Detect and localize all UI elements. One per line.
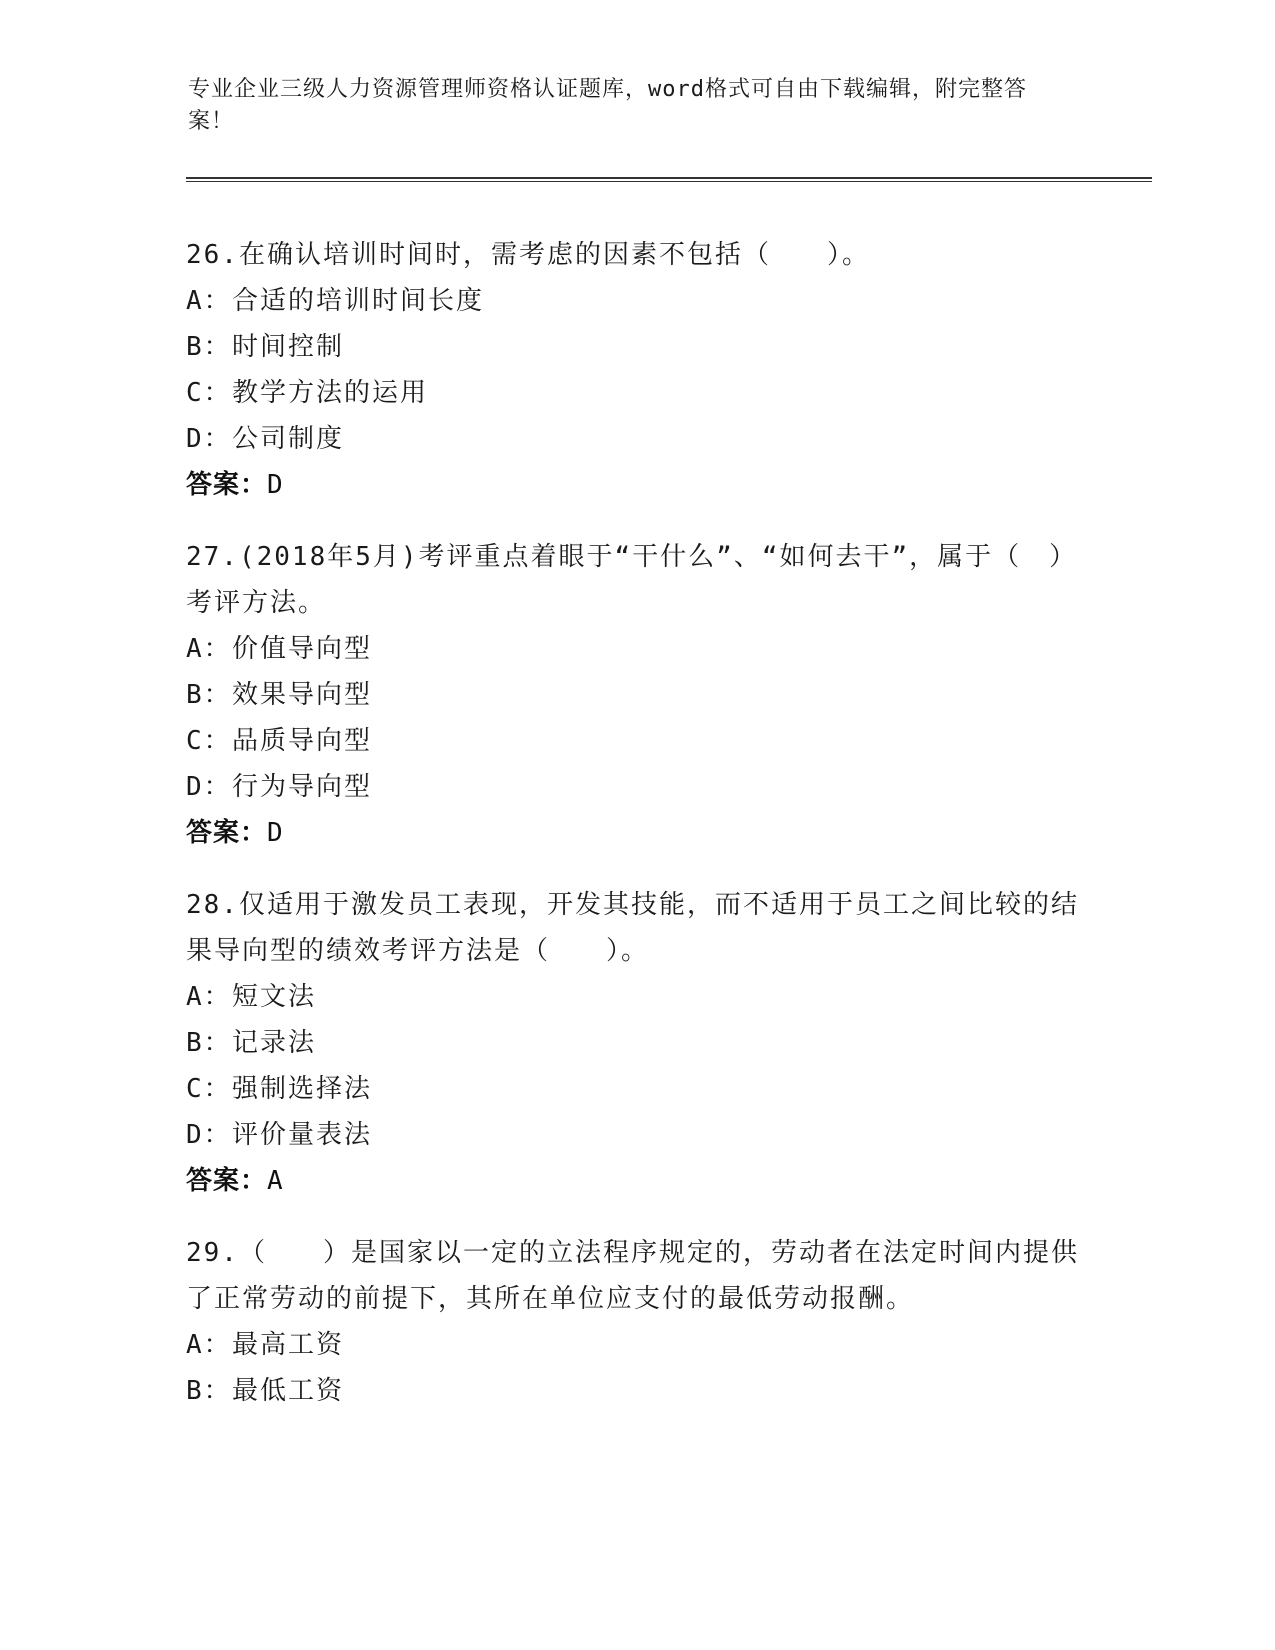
question-item [186,1230,1086,1414]
option-key: A： [186,1330,232,1360]
answer-label: 答案： [186,818,268,848]
question-stem: 29.（ ）是国家以一定的立法程序规定的，劳动者在法定时间内提供了正常劳动的前提下，其所在单位应支付的最低劳动报酬。 [186,1238,1079,1314]
question-option [186,1368,1086,1414]
option-text: 强制选择法 [232,1074,373,1104]
question-stem: 28.仅适用于激发员工表现，开发其技能，而不适用于员工之间比较的结果导向型的绩效考评方法是（ ）。 [186,890,1079,966]
option-text: 教学方法的运用 [232,378,429,408]
question-option [186,718,1086,764]
answer-value: D [267,470,284,500]
document-header: 专业企业三级人力资源管理师资格认证题库，word格式可自由下载编辑，附完整答案！ [188,77,1027,134]
option-key: C： [186,1074,232,1104]
answer-value: D [267,818,284,848]
option-key: B： [186,332,232,362]
question-option [186,278,1086,324]
option-text: 评价量表法 [232,1120,373,1150]
option-text: 公司制度 [232,424,345,454]
option-key: D： [186,772,232,802]
question-option [186,764,1086,810]
option-key: D： [186,424,232,454]
header-divider [186,177,1152,182]
question-option [186,1322,1086,1368]
question-option [186,416,1086,462]
option-text: 价值导向型 [232,634,373,664]
option-text: 短文法 [232,982,317,1012]
question-option [186,672,1086,718]
answer-label: 答案： [186,1166,268,1196]
option-text: 时间控制 [232,332,345,362]
answer-value: A [267,1166,284,1196]
question-option [186,324,1086,370]
option-text: 最高工资 [232,1330,345,1360]
question-option [186,974,1086,1020]
question-option [186,1112,1086,1158]
question-stem: 26.在确认培训时间时，需考虑的因素不包括（ ）。 [186,240,870,270]
option-key: A： [186,286,232,316]
option-text: 效果导向型 [232,680,373,710]
question-option [186,1020,1086,1066]
option-key: A： [186,982,232,1012]
question-list [186,232,1086,1440]
option-key: B： [186,1376,232,1406]
option-key: C： [186,378,232,408]
question-option [186,626,1086,672]
answer-line [186,462,1086,508]
option-key: D： [186,1120,232,1150]
option-text: 合适的培训时间长度 [232,286,485,316]
answer-line [186,1158,1086,1204]
option-text: 记录法 [232,1028,317,1058]
option-key: A： [186,634,232,664]
option-key: B： [186,680,232,710]
option-key: C： [186,726,232,756]
option-text: 行为导向型 [232,772,373,802]
question-item [186,232,1086,508]
answer-label: 答案： [186,470,268,500]
option-text: 最低工资 [232,1376,345,1406]
question-stem: 27.(2018年5月)考评重点着眼于“干什么”、“如何去干”，属于（ ）考评方法。 [186,542,1078,618]
answer-line [186,810,1086,856]
option-text: 品质导向型 [232,726,373,756]
question-option [186,370,1086,416]
question-option [186,1066,1086,1112]
option-key: B： [186,1028,232,1058]
question-item [186,534,1086,856]
question-item [186,882,1086,1204]
